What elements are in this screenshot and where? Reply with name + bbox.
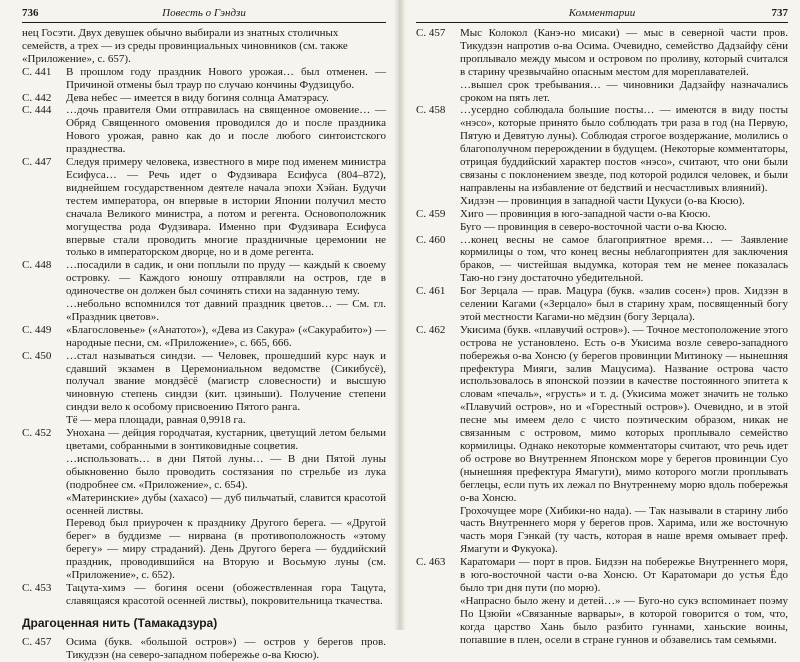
page-reference: С. 459 <box>416 207 446 220</box>
comment-text: Осима (букв. «большой остров») — остров у берегов пров. Тикудзэн (на северо-западном побережье о-ва Кюсю). <box>66 635 386 661</box>
comment-entry <box>22 414 386 427</box>
page-reference <box>22 298 66 324</box>
comment-text: «Напрасно было жену и детей…» — Буго-но сукэ вспоминает поэму По Цзюйи «Связанные варвары», в которой говорится о том, что, когда царство Хань было разбито гуннами, ханьские воины, попавшие в плен, осели в стране гуннов и обзавелись там семьями. <box>460 594 788 646</box>
page-reference: С. 441 <box>22 65 52 78</box>
comment-text: …вышел срок требывания… — чиновники Дадзайфу назначались сроком на пять лет. <box>460 78 788 104</box>
comment-text: «Материнские» дубы (хахасо) — дуб пильчатый, славится красотой осенней листвы. <box>66 491 386 517</box>
page-reference: С. 450 <box>22 349 52 362</box>
comment-entry <box>22 27 386 66</box>
comment-entry <box>22 582 386 608</box>
comment-entry <box>22 517 386 582</box>
running-title: Комментарии <box>568 7 636 19</box>
comment-entry <box>416 208 788 221</box>
page-reference <box>22 414 66 427</box>
page-reference: С. 447 <box>22 156 52 169</box>
comment-text: Хидзэн — провинция в западной части Цукуси (о-ва Кюсю). <box>460 194 745 207</box>
comment-text: Следуя примеру человека, известного в мире под именем министра Есифуса… — Речь идет о Фудзивара Есифуса (804–872), виднейшем государственном деятеле начала эпохи Хэйан. Будучи тестем императора, он впервые в истории Японии получил место сначала Великого министра, а потом и регента. Основоположник могущества рода Фудзивара. Именно при Фудзивара Есифуса впервые стали проводить многие праздничные церемонии не только в императорском дворце, но и в доме регента. <box>66 156 386 259</box>
comment-text: Перевод был приурочен к празднику Другого берега. — «Другой берег» в буддизме — нирвана (в противоположность «этому берегу» — миру страданий). День Другого берега — буддийский праздник, проводившийся на Вторую и Восьмую луны (см. «Приложение», с. 652). <box>66 517 386 582</box>
right-page <box>404 0 800 646</box>
left-page <box>0 0 396 661</box>
comment-text: …небольно вспомнился тот давний праздник цветов… — См. гл. «Праздник цветов». <box>66 298 386 323</box>
comment-entry <box>416 595 788 647</box>
comment-entry <box>416 556 788 595</box>
page-reference: С. 444 <box>22 104 52 117</box>
comment-text: Дева небес — имеется в виду богиня солнца Аматэрасу. <box>66 91 329 104</box>
comment-text: …дочь правителя Оми отправилась на священное омовение… — Обряд Священного омовения проводился до и после праздника Нового урожая, равно как до и после любого синтоистского празднества. <box>66 104 386 156</box>
comment-text: Мыс Колокол (Канэ-но мисаки) — мыс в северной части пров. Тикудзэн напротив о-ва Осима. Очевидно, семейство Дадзайфу сёни проплывало между мысом и островом по проливу, который считался в старину чрезвычайно опасным местом для мореплавателей. <box>460 27 788 78</box>
comment-entry <box>22 298 386 324</box>
page-reference <box>22 492 66 518</box>
page-reference: С. 463 <box>416 556 446 569</box>
page-reference <box>416 195 460 208</box>
running-title: Повесть о Гэндзи <box>162 7 246 19</box>
page-reference: С. 448 <box>22 259 52 272</box>
comment-entry <box>416 79 788 105</box>
comment-entry <box>416 285 788 324</box>
comment-entry <box>22 259 386 298</box>
comment-text: Тё — мера площади, равная 0,9918 га. <box>66 414 246 427</box>
comment-text: Буго — провинция в северо-восточной части о-ва Кюсю. <box>460 220 727 233</box>
page-reference: С. 461 <box>416 285 446 298</box>
page-reference <box>416 505 460 557</box>
comment-text: Грохочущее море (Хибики-но нада). — Так называли в старину либо часть Внутреннего моря у берегов пров. Харима, или же восточную часть моря Гэнкай (ту часть, которая в наше время омывает преф. Ямагути и Фукуока). <box>460 504 788 556</box>
page-reference <box>416 79 460 105</box>
page-reference: С. 452 <box>22 427 52 440</box>
page-number: 736 <box>22 7 39 19</box>
page-reference <box>22 517 66 582</box>
comment-text: Хиго — провинция в юго-западной части о-ва Кюсю. <box>460 207 711 220</box>
comment-entry <box>416 324 788 505</box>
comment-entry <box>416 27 788 79</box>
page-reference: С. 460 <box>416 233 446 246</box>
comment-entry <box>416 195 788 208</box>
comment-text: …стал называться синдзи. — Человек, прошедший курс наук и сдавший экзамен в Церемониальном ведомстве (Сикибусё), получал звание мондзёсё (магистр словесности) и высшую чиновную степень синдзи (кит. цзиньши). Получение степени синдзи вело к особому присвоению Пятого ранга. <box>66 349 386 414</box>
comment-text: Укисима (букв. «плавучий остров»). — Точное местоположение этого острова не установлено. Есть о-в Укисима возле северо-западного побережья о-ва Хонсю (у берегов провинции Митиноку — нынешняя префектура Мияги, залив Мацусима). Название острова часто использовалось в японской поэзии в качестве постоянного эпитета к словам «печаль», «грусть» и т. д. (Укисима может значить не только «Плавучий остров», но и «Горестный остров»). Очевидно, и в этой песне мы имеем дело с чисто поэтическим образом, никак не связанным с островом, мимо которых проплывало семейство кормилицы. Однако некоторые комментаторы считают, что речь идет об острове во Внутреннем Японском море у берегов провинции Суо (нынешняя префектура Ямагути), мимо которого могли проплывать беглецы, если путь их лежал по Внутреннему морю вдоль побережья о-ва Хонсю. <box>460 323 788 504</box>
page-reference <box>416 595 460 647</box>
section-heading: Драгоценная нить (Тамакадзура) <box>22 615 218 630</box>
comment-text: …усердно соблюдала большие посты… — имеются в виду посты «нэсо», которые принято было соблюдать три раза в год (на Первую, Пятую и Девятую луны). Соблюдая строгое воздержание, молились о благополучном перерождении в будущем. (Некоторые комментаторы, отрицая буддийский характер постов «нэсо», считают, что они были связаны с поклонением звезде, под которой родился человек, и были направлены на избавление от бедствий и несчастливых влияний). <box>460 104 788 194</box>
right-page-body <box>416 27 788 647</box>
comment-entry <box>22 427 386 453</box>
comment-text: В прошлом году праздник Нового урожая… был отменен. — Причиной отмены был траур по случаю кончины Фудзицубо. <box>66 65 386 91</box>
comment-entry <box>416 234 788 286</box>
comment-text: …использовать… в дни Пятой луны… — В дни Пятой луны обыкновенно было проводить состязания по стрельбе из лука (подробнее см. «Приложение», с. 654). <box>66 452 386 491</box>
comment-entry <box>22 156 386 259</box>
comment-entry <box>22 66 386 92</box>
running-head-right <box>416 6 788 23</box>
comment-entry <box>22 636 386 662</box>
comment-text: Тацута-химэ — богиня осени (обожествленная гора Тацута, славящаяся красотой осенней листвы), покровительница ткачества. <box>66 581 386 607</box>
comment-text: …посадили в садик, и они поплыли по пруду — каждый к своему островку. — Каждого юношу отправляли на остров, где в одиночестве он должен был сочинять стихи на заданную тему. <box>66 259 386 298</box>
comment-text: «Благословенье» («Анатото»), «Дева из Сакура» («Сакурабито») — народные песни, см. «Приложение», с. 665, 666. <box>66 323 386 349</box>
page-reference: С. 457 <box>416 27 446 39</box>
comment-text: нец Госэти. Двух девушек обычно выбирали из знатных столичных семейств, а трех — из среды провинциальных чиновников (см. также «Приложение», с. 657). <box>22 27 348 65</box>
comment-text: Унохана — дейция городчатая, кустарник, цветущий летом белыми цветами, собранными в зонтиковидные соцветия. <box>66 427 386 452</box>
comment-entry <box>22 92 386 105</box>
comment-entry <box>22 324 386 350</box>
page-reference: С. 449 <box>22 323 52 336</box>
page-reference <box>22 453 66 492</box>
page-reference: С. 453 <box>22 581 52 594</box>
page-reference: С. 462 <box>416 323 446 336</box>
page-reference: С. 457 <box>22 635 52 648</box>
comment-entry <box>22 104 386 156</box>
comment-entry <box>416 505 788 557</box>
comment-text: …конец весны не самое благоприятное время… — Заявление кормилицы о том, что конец весны неблагоприятен для заключения браков, — чистейшая выдумка, которая тем не менее показалась Таю-но гэну достаточно убедительной. <box>460 233 788 285</box>
page-reference: С. 458 <box>416 104 446 117</box>
comment-entry <box>22 350 386 415</box>
comment-entry <box>416 221 788 234</box>
running-head-left <box>22 6 386 23</box>
page-reference <box>416 221 460 234</box>
page-number: 737 <box>771 7 788 19</box>
comment-entry <box>22 492 386 518</box>
left-page-body <box>22 27 386 662</box>
page-reference: С. 442 <box>22 91 52 104</box>
comment-entry <box>22 453 386 492</box>
comment-text: Каратомари — порт в пров. Бидзэн на побережье Внутреннего моря, в юго-восточной части о-ва Хонсю. От Каратомари до устья Ёдо было три дня пути (по морю). <box>460 556 788 594</box>
comment-text: Бог Зерцала — прав. Мацура (букв. «залив сосен») пров. Хидзэн в селении Кагами («Зерцало» был в старину храм, посвященный богу этой местности Кагами-но мёдзин (богу Зерцала). <box>460 285 788 323</box>
comment-entry <box>416 104 788 194</box>
